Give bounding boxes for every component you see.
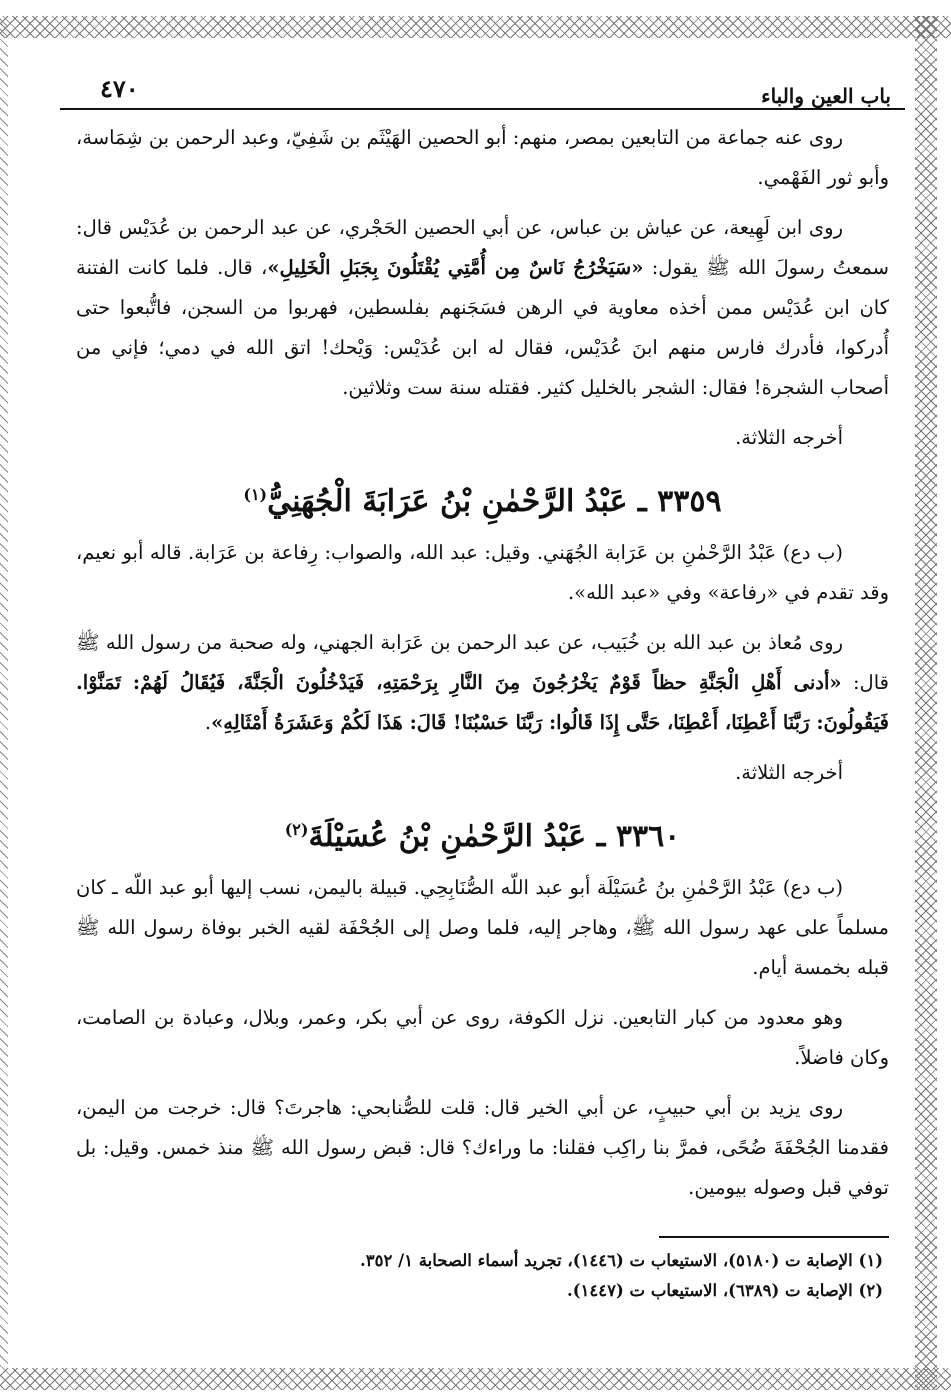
- paragraph-entry-3359-intro: (ب دع) عَبْدُ الرَّحْمٰنِ بن عَرَابة الجُهَني. وقيل: عبد الله، والصواب: رِفاعة بن عَرَابة. قاله أبو نعيم، وقد تقدم في «رفاعة» وفي «عبد الله».: [76, 541, 889, 604]
- footnote-separator: [659, 1236, 889, 1238]
- page-content: [60, 110, 905, 1306]
- paragraph-muadh-narration: [76, 623, 889, 743]
- hadith-text: «أدنى أَهْلِ الْجَنَّةِ حظاً قَوْمٌ يَخْرُجُونَ مِنَ النَّارِ بِرَحْمَتِهِ، فَيَدْخُلُونَ الْجَنَّةَ، فَيُقَالُ لَهُمْ: تَمَنَّوْا. فَيَقُولُونَ: رَبَّنَا أَعْطِنَا، أَعْطِنَا، حَتَّى إِذَا قَالُوا: رَبَّنَا حَسْبُنَا! قَالَ: هَذَا لَكُمْ وَعَشَرَةُ أَمْثَالِهِ»: [76, 671, 889, 734]
- footnote-ref: (١): [243, 485, 268, 504]
- footnote-ref: (٢): [284, 820, 309, 839]
- hadith-text: «سَيَخْرُجُ نَاسٌ مِن أُمَّتِي يُقْتَلُونَ بِجَبَلِ الْخَلِيلِ»: [267, 256, 644, 279]
- paragraph-yazid-narration: روى يزيد بن أبي حبيبٍ، عن أبي الخير قال: قلت للصُّنابحي: هاجرتَ؟ قال: خرجت من اليمن، فقدمنا الجُحْفَةَ ضُحًى، فمرَّ بنا راكِب فقلنا: ما وراءك؟ قال: قبض رسول الله ﷺ منذ خمس. وقيل: بل توفي قبل وصوله بيومين.: [76, 1096, 889, 1199]
- footnote: (١) الإصابة ت (٥١٨٠)، الاستيعاب ت (١٤٤٦)، تجريد أسماء الصحابة ١/ ٣٥٢.: [360, 1251, 883, 1270]
- paragraph-ibn-lahia-narration: [76, 208, 889, 408]
- running-title: باب العين والباء: [761, 84, 891, 108]
- paragraph-narrators: روى عنه جماعة من التابعين بمصر، منهم: أبو الحصين الهَيْثَم بن شَفِيّ، وعبد الرحمن بن شِمَاسة، وأبو ثور الفَهْمي.: [76, 126, 889, 189]
- page-header: [60, 60, 905, 110]
- entry-title-text: ٣٣٥٩ ـ عَبْدُ الرَّحْمٰنِ بْنُ عَرَابَةَ الْجُهَنِيُّ: [267, 484, 722, 519]
- narration-rest: ، قال. فلما كانت الفتنة كان ابن عُدَيْس ممن أخذه معاوية في الرهن فسَجَنهم بفلسطين، فهربوا من السجن، فاتُّبعوا حتى أُدركوا، فأدرك فارس منهم ابنَ عُدَيْس، فقال له ابن عُدَيْس: وَيْحك! اتق الله في دمي؛ فإني من أصحاب الشجرة! فقال: الشجر بالخليل كثير. فقتله سنة ست وثلاثين.: [76, 256, 889, 399]
- paragraph-tabiin: وهو معدود من كبار التابعين. نزل الكوفة، روى عن أبي بكر، وعمر، وبلال، وعبادة بن الصامت، وكان فاضلاً.: [76, 1006, 889, 1069]
- entry-title-3360: [76, 803, 889, 864]
- narration-end: .: [204, 711, 212, 734]
- paragraph-entry-3360-intro: (ب دع) عَبْدُ الرَّحْمٰنِ بنُ عُسَيْلَة أبو عبد اللّه الصُّنَابِحِي. قبيلة باليمن، نسب إليها أبو عبد اللّه ـ كان مسلماً على عهد رسول الله ﷺ، وهاجر إليه، فلما وصل إلى الجُحْفَة لقيه الخبر بوفاة رسول الله ﷺ قبله بخمسة أيام.: [76, 876, 889, 979]
- ornamental-border-right: [915, 16, 937, 1390]
- footnote: (٢) الإصابة ت (٦٣٨٩)، الاستيعاب ت (١٤٤٧).: [566, 1281, 883, 1300]
- ornamental-border-top: [0, 16, 951, 38]
- ornamental-border-bottom: [0, 1368, 951, 1390]
- narration-lead: روى مُعاذ بن عبد الله بن خُبَيب، عن عبد الرحمن بن عَرَابة الجهني، وله صحبة من رسول الله ﷺ قال:: [76, 631, 889, 694]
- ornamental-border-left: [0, 16, 8, 1390]
- takhrij-note: أخرجه الثلاثة.: [735, 761, 843, 784]
- narration-lead: روى ابن لَهِيعة، عن عياش بن عباس، عن أبي الحصين الحَجْري، عن عبد الرحمن بن عُدَيْس قال: سمعتُ رسولَ الله ﷺ يقول:: [76, 216, 889, 279]
- entry-title-3359: [76, 468, 889, 529]
- takhrij-note: أخرجه الثلاثة.: [735, 426, 843, 449]
- entry-title-text: ٣٣٦٠ ـ عَبْدُ الرَّحْمٰنِ بْنُ عُسَيْلَةَ: [308, 819, 681, 854]
- page-number: ٤٧٠: [100, 74, 139, 103]
- page: [60, 60, 905, 1360]
